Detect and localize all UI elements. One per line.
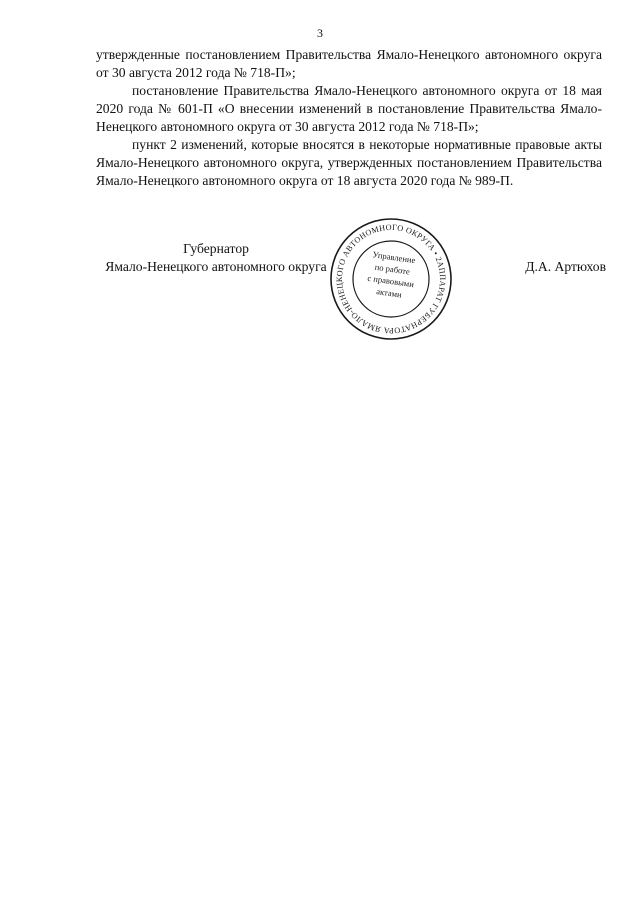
seal-center-line2: по работе	[374, 261, 411, 277]
seal-ring-text: АППАРАТ ГУБЕРНАТОРА ЯМАЛО-НЕНЕЦКОГО АВТОНОМНОГО ОКРУГА • 2	[334, 222, 448, 336]
seal-graphic	[328, 216, 454, 342]
paragraph-1: утвержденные постановлением Правительства Ямало-Ненецкого автономного округа от 30 августа 2012 года № 718-П»;	[96, 47, 602, 80]
signatory-name: Д.А. Артюхов	[525, 259, 606, 274]
signatory-title-line2: Ямало-Ненецкого автономного округа	[105, 259, 327, 274]
official-seal	[328, 216, 454, 342]
seal-center-line1: Управление	[372, 249, 417, 266]
seal-center-line4: актами	[375, 286, 403, 300]
seal-center-line3: с правовыми	[366, 272, 415, 290]
document-body	[96, 46, 602, 190]
signatory-title	[96, 240, 336, 276]
paragraph-2: постановление Правительства Ямало-Ненецкого автономного округа от 18 мая 2020 года № 601-П «О внесении изменений в постановление Правительства Ямало-Ненецкого автономного округа от 30 августа 2012 года № 718-П»;	[96, 83, 602, 134]
paragraph-3: пункт 2 изменений, которые вносятся в некоторые нормативные правовые акты Ямало-Ненецкого автономного округа, утвержденных постановлением Правительства Ямало-Ненецкого автономного округа от 18 августа 2020 года № 989-П.	[96, 137, 602, 188]
signatory-title-line1: Губернатор	[183, 241, 249, 256]
page-number: 3	[317, 26, 323, 40]
